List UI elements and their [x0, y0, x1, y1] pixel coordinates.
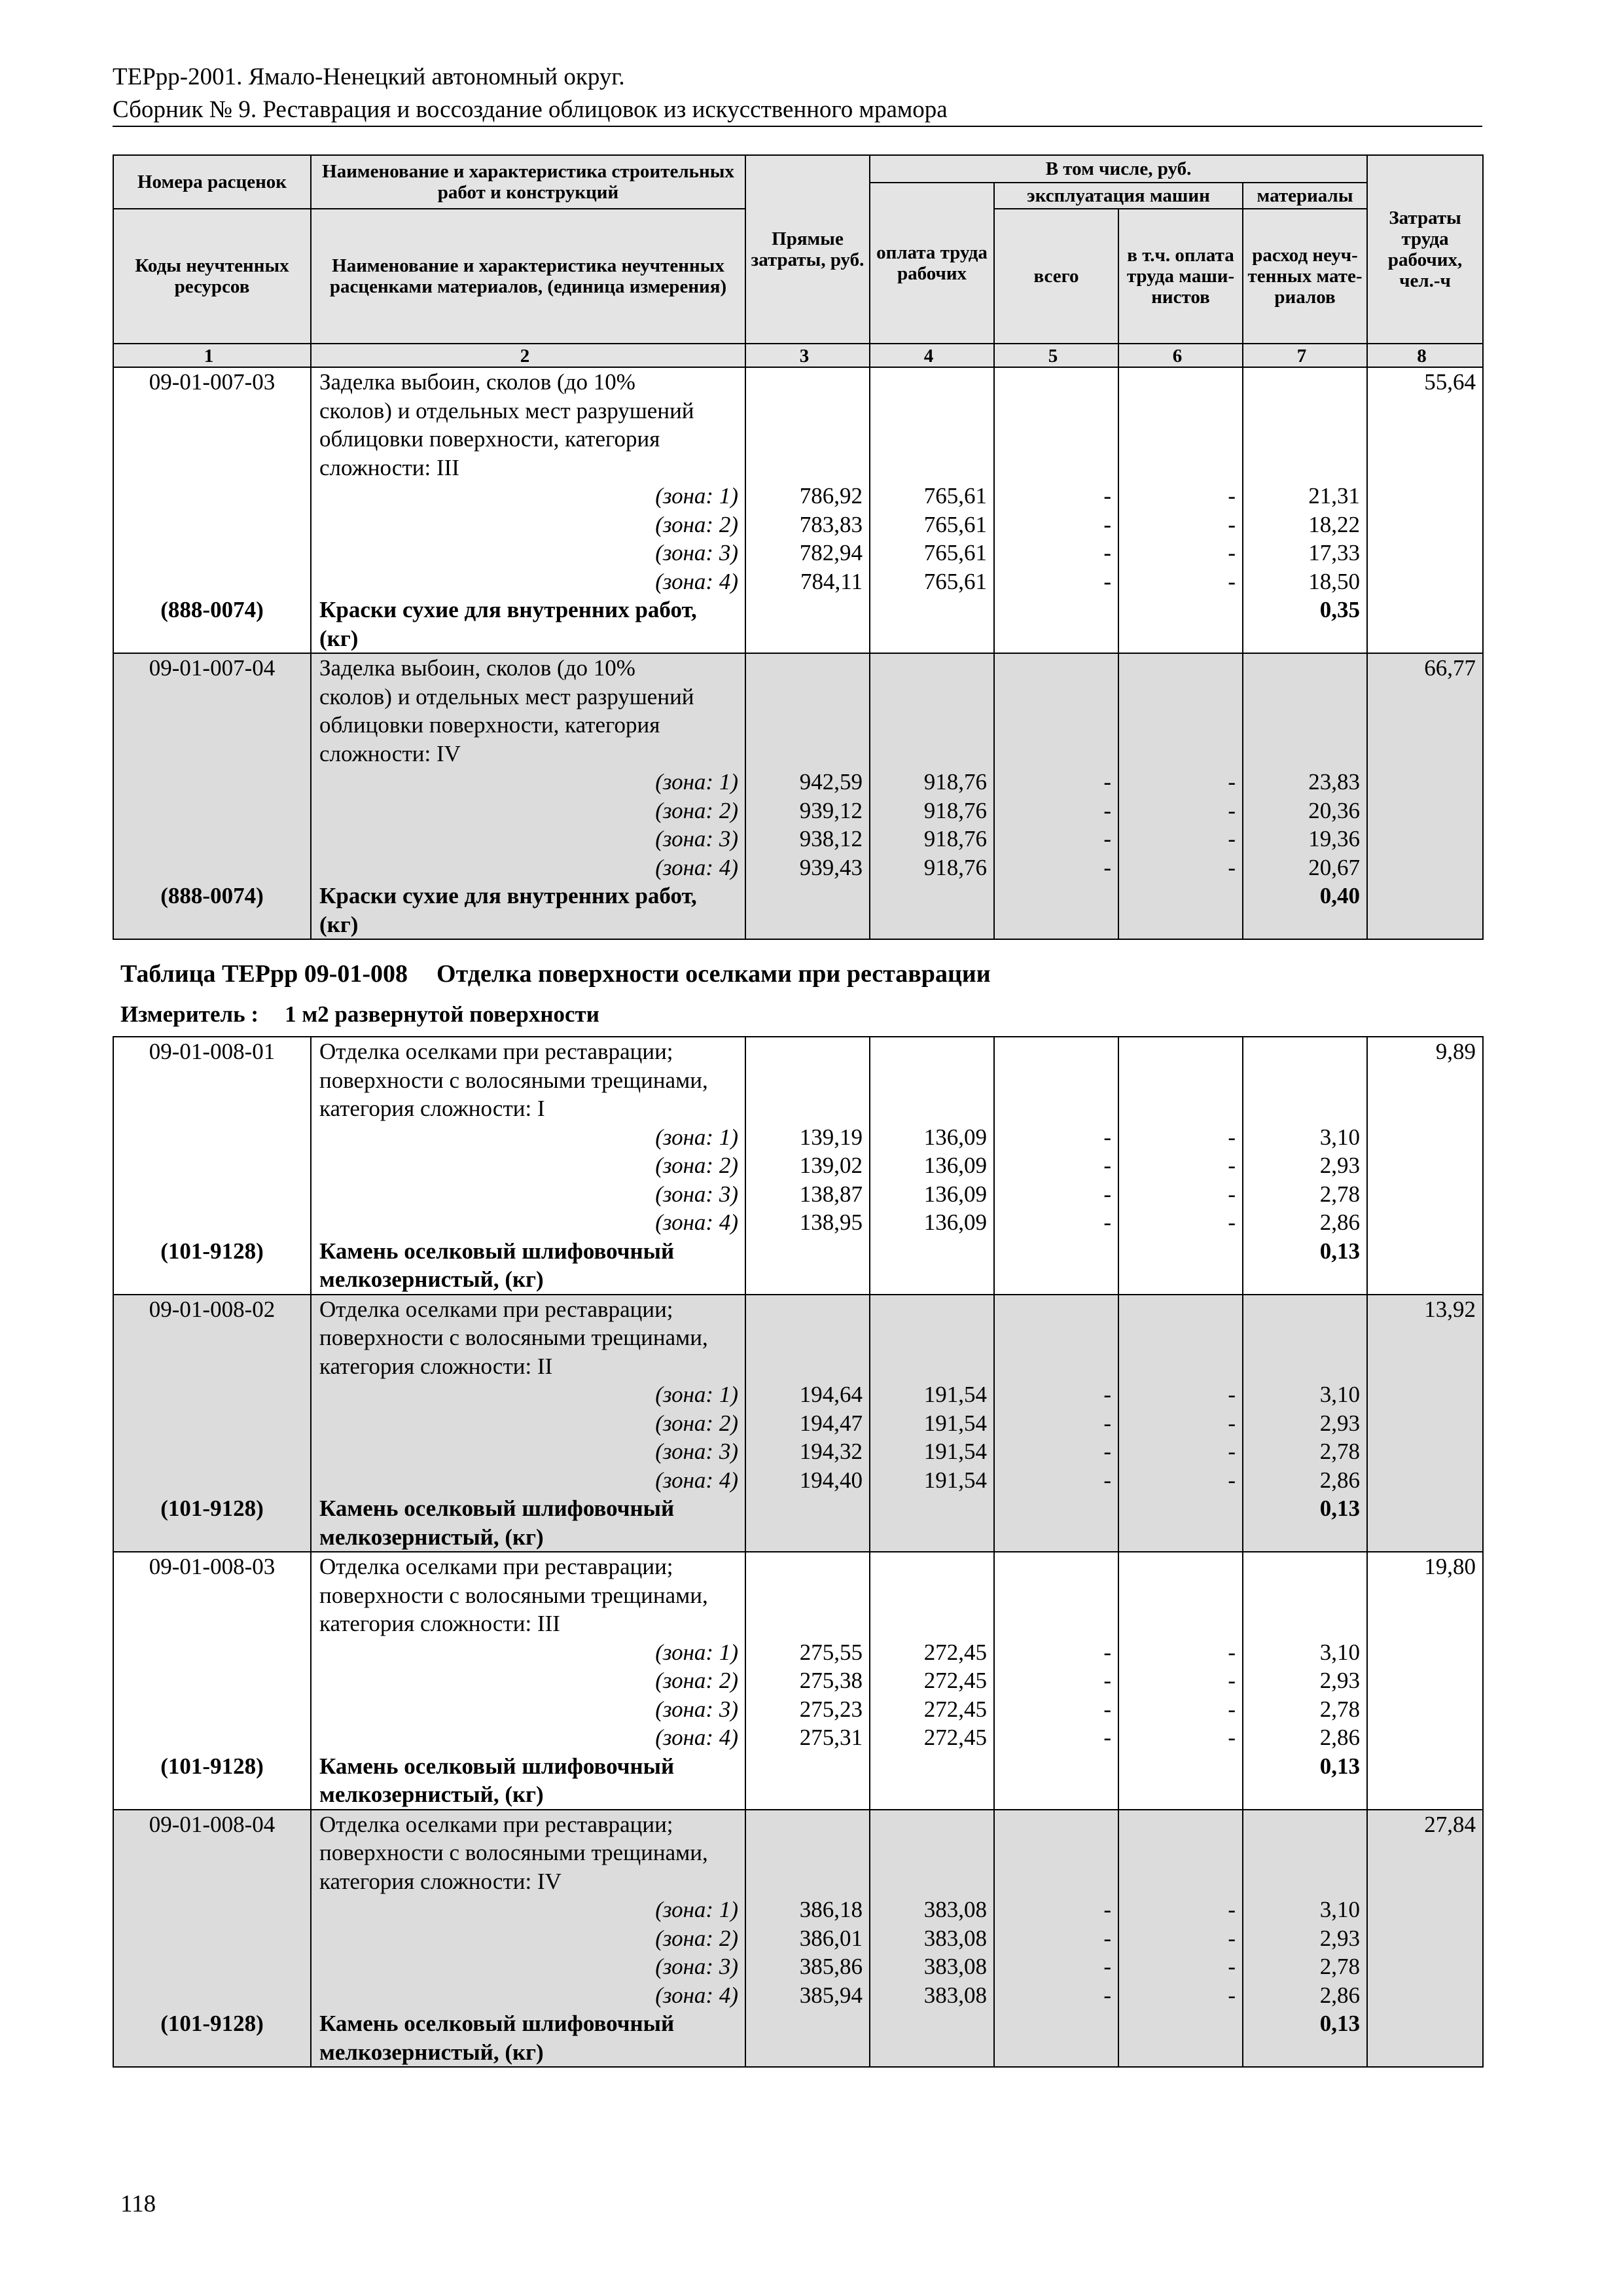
cell-line: -: [1228, 769, 1236, 795]
cell-line: -: [1228, 483, 1236, 509]
cell-line: категория сложности: IV: [319, 1868, 562, 1894]
cell-line: (зона: 3): [655, 1439, 738, 1464]
col-machines-labor: в т.ч. оплата труда маши-нистов: [1118, 209, 1243, 344]
cell-line: 942,59: [799, 769, 863, 795]
cell-line: -: [1103, 540, 1111, 565]
machines-labor-cell: [1118, 1295, 1243, 1552]
cell-line: 138,95: [799, 1210, 863, 1235]
cell-line: 09-01-008-01: [149, 1039, 276, 1064]
cell-line: (101-9128): [160, 1753, 264, 1779]
page-number: 118: [120, 2191, 156, 2217]
cell-line: 386,18: [799, 1897, 863, 1922]
running-header-title: ТЕРрр-2001. Ямало-Ненецкий автономный округ.: [113, 63, 625, 90]
cell-line: 3,10: [1319, 1124, 1360, 1150]
col-work-name: Наименование и характеристика строительных работ и конструкций: [311, 155, 745, 209]
cell-line: 27,84: [1424, 1811, 1476, 1837]
cell-line: 383,08: [923, 1954, 987, 1979]
cell-line: 2,78: [1319, 1954, 1360, 1979]
cell-line: 19,36: [1308, 826, 1360, 852]
cell-line: -: [1228, 1124, 1236, 1150]
labor-pay-cell: [870, 367, 994, 653]
cell-line: (зона: 4): [655, 1725, 738, 1750]
cell-line: поверхности с волосяными трещинами,: [319, 1067, 708, 1093]
cell-line: (зона: 3): [655, 1181, 738, 1207]
cell-line: -: [1228, 568, 1236, 594]
cell-line: мелкозернистый, (кг): [319, 1266, 544, 1292]
cell-line: -: [1228, 1725, 1236, 1750]
materials-cell: [1243, 653, 1367, 939]
cell-line: -: [1103, 1439, 1111, 1464]
cell-line: -: [1103, 1124, 1111, 1150]
table-row: [113, 653, 1483, 939]
cell-line: 275,55: [799, 1639, 863, 1665]
cell-line: 139,02: [799, 1153, 863, 1178]
cell-line: мелкозернистый, (кг): [319, 1782, 544, 1807]
labor-costs-cell: [1367, 1037, 1483, 1295]
col-num-4: 4: [870, 344, 994, 368]
cell-line: 191,54: [923, 1382, 987, 1407]
cell-line: Камень оселковый шлифовочный: [319, 1496, 675, 1521]
cell-line: 09-01-007-03: [149, 369, 276, 395]
cell-line: -: [1228, 854, 1236, 880]
cell-line: 385,94: [799, 1982, 863, 2008]
cell-line: 2,93: [1319, 1153, 1360, 1178]
cell-line: -: [1103, 1410, 1111, 1436]
measure-value: 1 м2 развернутой поверхности: [285, 1001, 599, 1027]
cell-line: (зона: 1): [655, 1124, 738, 1150]
measure-label: Измеритель :: [120, 1001, 259, 1027]
cell-line: -: [1228, 1897, 1236, 1922]
col-num-1: 1: [113, 344, 311, 368]
cell-line: 18,50: [1308, 568, 1360, 594]
cell-line: 275,31: [799, 1725, 863, 1750]
machines-labor-cell: [1118, 1810, 1243, 2068]
description-cell: [311, 1552, 745, 1810]
cell-line: 2,93: [1319, 1668, 1360, 1693]
machines-labor-cell: [1118, 1037, 1243, 1295]
cell-line: 23,83: [1308, 769, 1360, 795]
col-machines: эксплуатация машин: [994, 183, 1243, 209]
cell-line: 786,92: [799, 483, 863, 509]
cell-line: сколов) и отдельных мест разрушений: [319, 683, 694, 709]
cell-line: Камень оселковый шлифовочный: [319, 1238, 675, 1264]
cell-line: 2,93: [1319, 1410, 1360, 1436]
table-title-name: Отделка поверхности оселками при реставрации: [437, 960, 991, 988]
rate-code-cell: [113, 653, 311, 939]
cell-line: -: [1103, 1382, 1111, 1407]
cell-line: 3,10: [1319, 1639, 1360, 1665]
rates-table-008: [113, 1036, 1484, 2068]
materials-cell: [1243, 1295, 1367, 1552]
cell-line: -: [1228, 1382, 1236, 1407]
cell-line: 784,11: [800, 568, 863, 594]
cell-line: 191,54: [923, 1467, 987, 1493]
cell-line: (зона: 2): [655, 1668, 738, 1693]
col-num-2: 2: [311, 344, 745, 368]
cell-line: 383,08: [923, 1982, 987, 2008]
cell-line: поверхности с волосяными трещинами,: [319, 1840, 708, 1865]
cell-line: 136,09: [923, 1153, 987, 1178]
cell-line: 385,86: [799, 1954, 863, 1979]
cell-line: 2,78: [1319, 1181, 1360, 1207]
cell-line: 20,67: [1308, 854, 1360, 880]
cell-line: 0,13: [1319, 1753, 1360, 1779]
cell-line: (зона: 1): [655, 483, 738, 509]
cell-line: поверхности с волосяными трещинами,: [319, 1582, 708, 1608]
cell-line: сложности: III: [319, 454, 459, 480]
cell-line: -: [1228, 1181, 1236, 1207]
cell-line: -: [1228, 1153, 1236, 1178]
machines-total-cell: [994, 1810, 1118, 2068]
cell-line: 272,45: [923, 1696, 987, 1722]
cell-line: -: [1228, 1696, 1236, 1722]
description-cell: [311, 1037, 745, 1295]
labor-pay-cell: [870, 1037, 994, 1295]
machines-labor-cell: [1118, 1552, 1243, 1810]
cell-line: 2,86: [1319, 1467, 1360, 1493]
cell-line: мелкозернистый, (кг): [319, 2039, 544, 2065]
labor-costs-cell: [1367, 1552, 1483, 1810]
cell-line: 275,23: [799, 1696, 863, 1722]
cell-line: -: [1228, 1467, 1236, 1493]
cell-line: -: [1228, 540, 1236, 565]
cell-line: 782,94: [799, 540, 863, 565]
cell-line: -: [1103, 797, 1111, 823]
labor-costs-cell: [1367, 653, 1483, 939]
cell-line: -: [1103, 1181, 1111, 1207]
labor-pay-cell: [870, 1552, 994, 1810]
cell-line: 765,61: [923, 511, 987, 537]
cell-line: 191,54: [923, 1439, 987, 1464]
cell-line: 2,78: [1319, 1439, 1360, 1464]
cell-line: 136,09: [923, 1210, 987, 1235]
col-num-3: 3: [745, 344, 870, 368]
cell-line: 66,77: [1424, 655, 1476, 681]
cell-line: 18,22: [1308, 511, 1360, 537]
direct-costs-cell: [745, 367, 870, 653]
cell-line: 2,78: [1319, 1696, 1360, 1722]
cell-line: (101-9128): [160, 1238, 264, 1264]
cell-line: 272,45: [923, 1668, 987, 1693]
cell-line: 17,33: [1308, 540, 1360, 565]
col-labor-pay: оплата труда рабочих: [870, 183, 994, 344]
labor-costs-cell: [1367, 1295, 1483, 1552]
cell-line: (888-0074): [160, 597, 264, 622]
cell-line: 3,10: [1319, 1897, 1360, 1922]
cell-line: (зона: 4): [655, 1467, 738, 1493]
cell-line: 0,13: [1319, 1238, 1360, 1264]
cell-line: 138,87: [799, 1181, 863, 1207]
cell-line: 194,47: [799, 1410, 863, 1436]
cell-line: (зона: 3): [655, 1696, 738, 1722]
cell-line: -: [1103, 854, 1111, 880]
cell-line: 191,54: [923, 1410, 987, 1436]
cell-line: 09-01-007-04: [149, 655, 276, 681]
cell-line: 386,01: [799, 1925, 863, 1951]
table-title-code: Таблица ТЕРрр 09-01-008: [120, 960, 408, 988]
direct-costs-cell: [745, 1552, 870, 1810]
materials-cell: [1243, 1552, 1367, 1810]
description-cell: [311, 1810, 745, 2068]
machines-labor-cell: [1118, 653, 1243, 939]
cell-line: Заделка выбоин, сколов (до 10%: [319, 369, 635, 395]
col-num-6: 6: [1118, 344, 1243, 368]
rate-code-cell: [113, 1810, 311, 2068]
cell-line: (зона: 1): [655, 1639, 738, 1665]
col-resource-codes: Коды неучтенных ресурсов: [113, 209, 311, 344]
cell-line: Отделка оселками при реставрации;: [319, 1039, 673, 1064]
cell-line: -: [1103, 1153, 1111, 1178]
cell-line: 918,76: [923, 769, 987, 795]
cell-line: категория сложности: I: [319, 1096, 545, 1121]
cell-line: -: [1103, 1639, 1111, 1665]
rate-code-cell: [113, 367, 311, 653]
cell-line: 2,86: [1319, 1982, 1360, 2008]
labor-pay-cell: [870, 1810, 994, 2068]
cell-line: -: [1103, 1897, 1111, 1922]
cell-line: -: [1228, 797, 1236, 823]
cell-line: -: [1103, 1668, 1111, 1693]
cell-line: облицовки поверхности, категория: [319, 712, 660, 738]
cell-line: -: [1103, 483, 1111, 509]
cell-line: -: [1228, 1639, 1236, 1665]
cell-line: (зона: 3): [655, 540, 738, 565]
cell-line: 194,32: [799, 1439, 863, 1464]
col-including: В том числе, руб.: [870, 155, 1367, 183]
cell-line: 272,45: [923, 1725, 987, 1750]
cell-line: сложности: IV: [319, 740, 461, 766]
materials-cell: [1243, 1037, 1367, 1295]
cell-line: (зона: 4): [655, 854, 738, 880]
cell-line: 765,61: [923, 540, 987, 565]
column-header-table: [113, 154, 1484, 369]
col-num-8: 8: [1367, 344, 1483, 368]
cell-line: 383,08: [923, 1897, 987, 1922]
cell-line: Отделка оселками при реставрации;: [319, 1554, 673, 1579]
cell-line: категория сложности: III: [319, 1611, 560, 1636]
cell-line: -: [1228, 826, 1236, 852]
description-cell: [311, 1295, 745, 1552]
col-num-7: 7: [1243, 344, 1367, 368]
col-materials-sub: расход неуч-тенных мате-риалов: [1243, 209, 1367, 344]
cell-line: (101-9128): [160, 1496, 264, 1521]
cell-line: -: [1228, 1954, 1236, 1979]
cell-line: 0,13: [1319, 1496, 1360, 1521]
running-header-collection: Сборник № 9. Реставрация и воссоздание облицовок из искусственного мрамора: [113, 96, 948, 123]
cell-line: 2,93: [1319, 1925, 1360, 1951]
cell-line: -: [1228, 1925, 1236, 1951]
cell-line: -: [1103, 769, 1111, 795]
cell-line: Отделка оселками при реставрации;: [319, 1811, 673, 1837]
cell-line: 136,09: [923, 1124, 987, 1150]
cell-line: -: [1228, 1982, 1236, 2008]
cell-line: -: [1103, 1982, 1111, 2008]
machines-total-cell: [994, 1552, 1118, 1810]
machines-total-cell: [994, 367, 1118, 653]
labor-costs-cell: [1367, 367, 1483, 653]
cell-line: -: [1228, 1410, 1236, 1436]
cell-line: 194,40: [799, 1467, 863, 1493]
cell-line: (888-0074): [160, 883, 264, 908]
materials-cell: [1243, 367, 1367, 653]
col-direct-costs: Прямые затраты, руб.: [745, 155, 870, 344]
cell-line: -: [1228, 1210, 1236, 1235]
cell-line: (зона: 2): [655, 1410, 738, 1436]
cell-line: 2,86: [1319, 1210, 1360, 1235]
cell-line: (кг): [319, 911, 359, 937]
cell-line: -: [1103, 1467, 1111, 1493]
cell-line: (зона: 2): [655, 1153, 738, 1178]
labor-costs-cell: [1367, 1810, 1483, 2068]
cell-line: (зона: 2): [655, 1925, 738, 1951]
cell-line: -: [1103, 1725, 1111, 1750]
cell-line: -: [1103, 1954, 1111, 1979]
table-row: [113, 1037, 1483, 1295]
cell-line: облицовки поверхности, категория: [319, 426, 660, 452]
rate-code-cell: [113, 1295, 311, 1552]
cell-line: -: [1103, 1210, 1111, 1235]
cell-line: -: [1103, 826, 1111, 852]
cell-line: 09-01-008-02: [149, 1296, 276, 1322]
cell-line: 2,86: [1319, 1725, 1360, 1750]
cell-line: 9,89: [1435, 1039, 1476, 1064]
direct-costs-cell: [745, 1037, 870, 1295]
cell-line: Краски сухие для внутренних работ,: [319, 597, 697, 622]
cell-line: -: [1228, 1668, 1236, 1693]
cell-line: Камень оселковый шлифовочный: [319, 2011, 675, 2036]
col-labor-costs: Затраты труда рабочих, чел.-ч: [1367, 155, 1483, 344]
cell-line: -: [1103, 511, 1111, 537]
table-row: [113, 1552, 1483, 1810]
cell-line: (зона: 1): [655, 1897, 738, 1922]
cell-line: 383,08: [923, 1925, 987, 1951]
cell-line: 20,36: [1308, 797, 1360, 823]
col-material-name: Наименование и характеристика неучтенных расценками материалов, (единица измерения): [311, 209, 745, 344]
cell-line: 918,76: [923, 854, 987, 880]
rate-code-cell: [113, 1037, 311, 1295]
cell-line: 0,35: [1319, 597, 1360, 622]
table-row: [113, 1810, 1483, 2068]
cell-line: 13,92: [1424, 1296, 1476, 1322]
cell-line: категория сложности: II: [319, 1353, 553, 1379]
direct-costs-cell: [745, 1810, 870, 2068]
description-cell: [311, 653, 745, 939]
description-cell: [311, 367, 745, 653]
cell-line: 938,12: [799, 826, 863, 852]
cell-line: (зона: 3): [655, 1954, 738, 1979]
cell-line: 272,45: [923, 1639, 987, 1665]
machines-total-cell: [994, 1037, 1118, 1295]
cell-line: 21,31: [1308, 483, 1360, 509]
cell-line: -: [1103, 568, 1111, 594]
cell-line: Краски сухие для внутренних работ,: [319, 883, 697, 908]
table-title: [120, 960, 991, 988]
cell-line: Камень оселковый шлифовочный: [319, 1753, 675, 1779]
cell-line: Отделка оселками при реставрации;: [319, 1296, 673, 1322]
machines-labor-cell: [1118, 367, 1243, 653]
cell-line: -: [1228, 1439, 1236, 1464]
cell-line: сколов) и отдельных мест разрушений: [319, 397, 694, 423]
measure-line: [120, 1001, 599, 1028]
rate-code-cell: [113, 1552, 311, 1810]
cell-line: (зона: 2): [655, 797, 738, 823]
cell-line: (зона: 4): [655, 1982, 738, 2008]
cell-line: поверхности с волосяными трещинами,: [319, 1325, 708, 1350]
cell-line: 194,64: [799, 1382, 863, 1407]
cell-line: -: [1103, 1696, 1111, 1722]
col-machines-total: всего: [994, 209, 1118, 344]
cell-line: 09-01-008-03: [149, 1554, 276, 1579]
cell-line: 136,09: [923, 1181, 987, 1207]
cell-line: 55,64: [1424, 369, 1476, 395]
machines-total-cell: [994, 1295, 1118, 1552]
col-num-5: 5: [994, 344, 1118, 368]
labor-pay-cell: [870, 1295, 994, 1552]
cell-line: (зона: 2): [655, 511, 738, 537]
cell-line: 783,83: [799, 511, 863, 537]
col-rate-number: Номера расценок: [113, 155, 311, 209]
direct-costs-cell: [745, 653, 870, 939]
cell-line: (зона: 4): [655, 568, 738, 594]
cell-line: (101-9128): [160, 2011, 264, 2036]
cell-line: мелкозернистый, (кг): [319, 1524, 544, 1550]
table-row: [113, 1295, 1483, 1552]
cell-line: Заделка выбоин, сколов (до 10%: [319, 655, 635, 681]
cell-line: 19,80: [1424, 1554, 1476, 1579]
cell-line: 0,40: [1319, 883, 1360, 908]
cell-line: 275,38: [799, 1668, 863, 1693]
machines-total-cell: [994, 653, 1118, 939]
cell-line: 139,19: [799, 1124, 863, 1150]
direct-costs-cell: [745, 1295, 870, 1552]
cell-line: 0,13: [1319, 2011, 1360, 2036]
cell-line: 09-01-008-04: [149, 1811, 276, 1837]
cell-line: -: [1228, 511, 1236, 537]
cell-line: 3,10: [1319, 1382, 1360, 1407]
table-row: [113, 367, 1483, 653]
cell-line: (зона: 1): [655, 769, 738, 795]
cell-line: 918,76: [923, 826, 987, 852]
rates-table-007: [113, 367, 1484, 940]
labor-pay-cell: [870, 653, 994, 939]
cell-line: 939,12: [799, 797, 863, 823]
cell-line: (кг): [319, 625, 359, 651]
cell-line: 918,76: [923, 797, 987, 823]
cell-line: (зона: 4): [655, 1210, 738, 1235]
cell-line: (зона: 3): [655, 826, 738, 852]
col-materials: материалы: [1243, 183, 1367, 209]
cell-line: 765,61: [923, 483, 987, 509]
materials-cell: [1243, 1810, 1367, 2068]
cell-line: -: [1103, 1925, 1111, 1951]
cell-line: (зона: 1): [655, 1382, 738, 1407]
cell-line: 939,43: [799, 854, 863, 880]
cell-line: 765,61: [923, 568, 987, 594]
header-rule: [113, 126, 1482, 127]
